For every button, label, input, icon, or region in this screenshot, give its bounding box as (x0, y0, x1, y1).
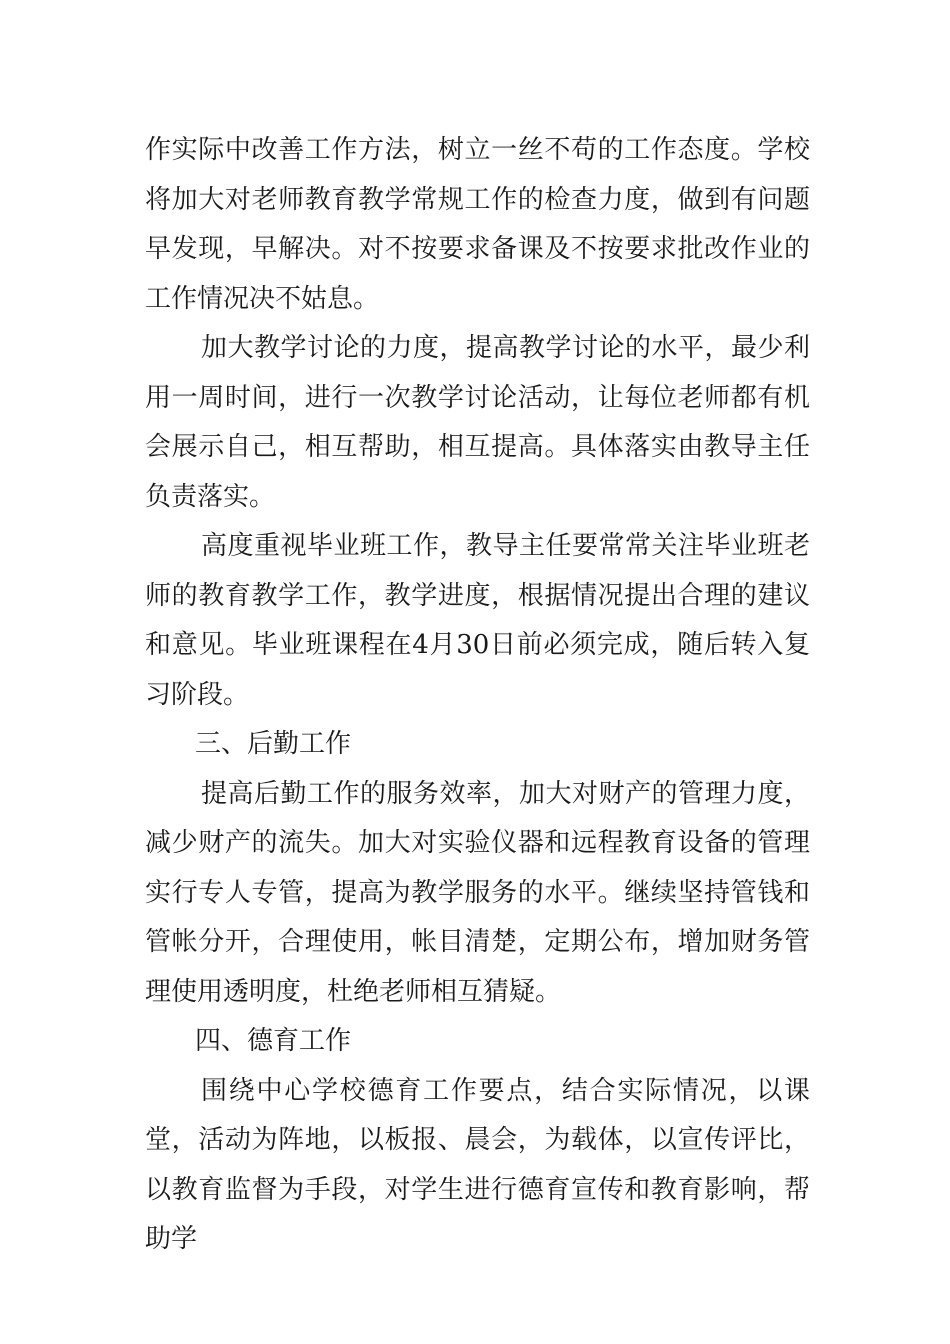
document-body (145, 126, 810, 1265)
paragraph-moral-education: 围绕中心学校德育工作要点，结合实际情况，以课堂，活动为阵地，以板报、晨会，为载体，以宣传评比，以教育监督为手段，对学生进行德育宣传和教育影响，帮助学 (145, 1075, 810, 1254)
paragraph-teaching-discussion: 加大教学讨论的力度，提高教学讨论的水平，最少利用一周时间，进行一次教学讨论活动，让每位老师都有机会展示自己，相互帮助，相互提高。具体落实由教导主任负责落实。 (145, 333, 810, 512)
paragraph-work-methods: 作实际中改善工作方法，树立一丝不苟的工作态度。学校将加大对老师教育教学常规工作的检查力度，做到有问题早发现，早解决。对不按要求备课及不按要求批改作业的工作情况决不姑息。 (145, 135, 810, 314)
paragraph-graduating-class: 高度重视毕业班工作，教导主任要常常关注毕业班老师的教育教学工作，教学进度，根据情况提出合理的建议和意见。毕业班课程在4月30日前必须完成，随后转入复习阶段。 (145, 531, 810, 710)
paragraph-logistics: 提高后勤工作的服务效率，加大对财产的管理力度，减少财产的流失。加大对实验仪器和远程教育设备的管理实行专人专管，提高为教学服务的水平。继续坚持管钱和管帐分开，合理使用，帐目清楚，定期公布，增加财务管理使用透明度，杜绝老师相互猜疑。 (145, 778, 810, 1007)
section-heading-logistics: 三、后勤工作 (195, 729, 352, 759)
section-heading-moral-education: 四、德育工作 (195, 1026, 352, 1056)
